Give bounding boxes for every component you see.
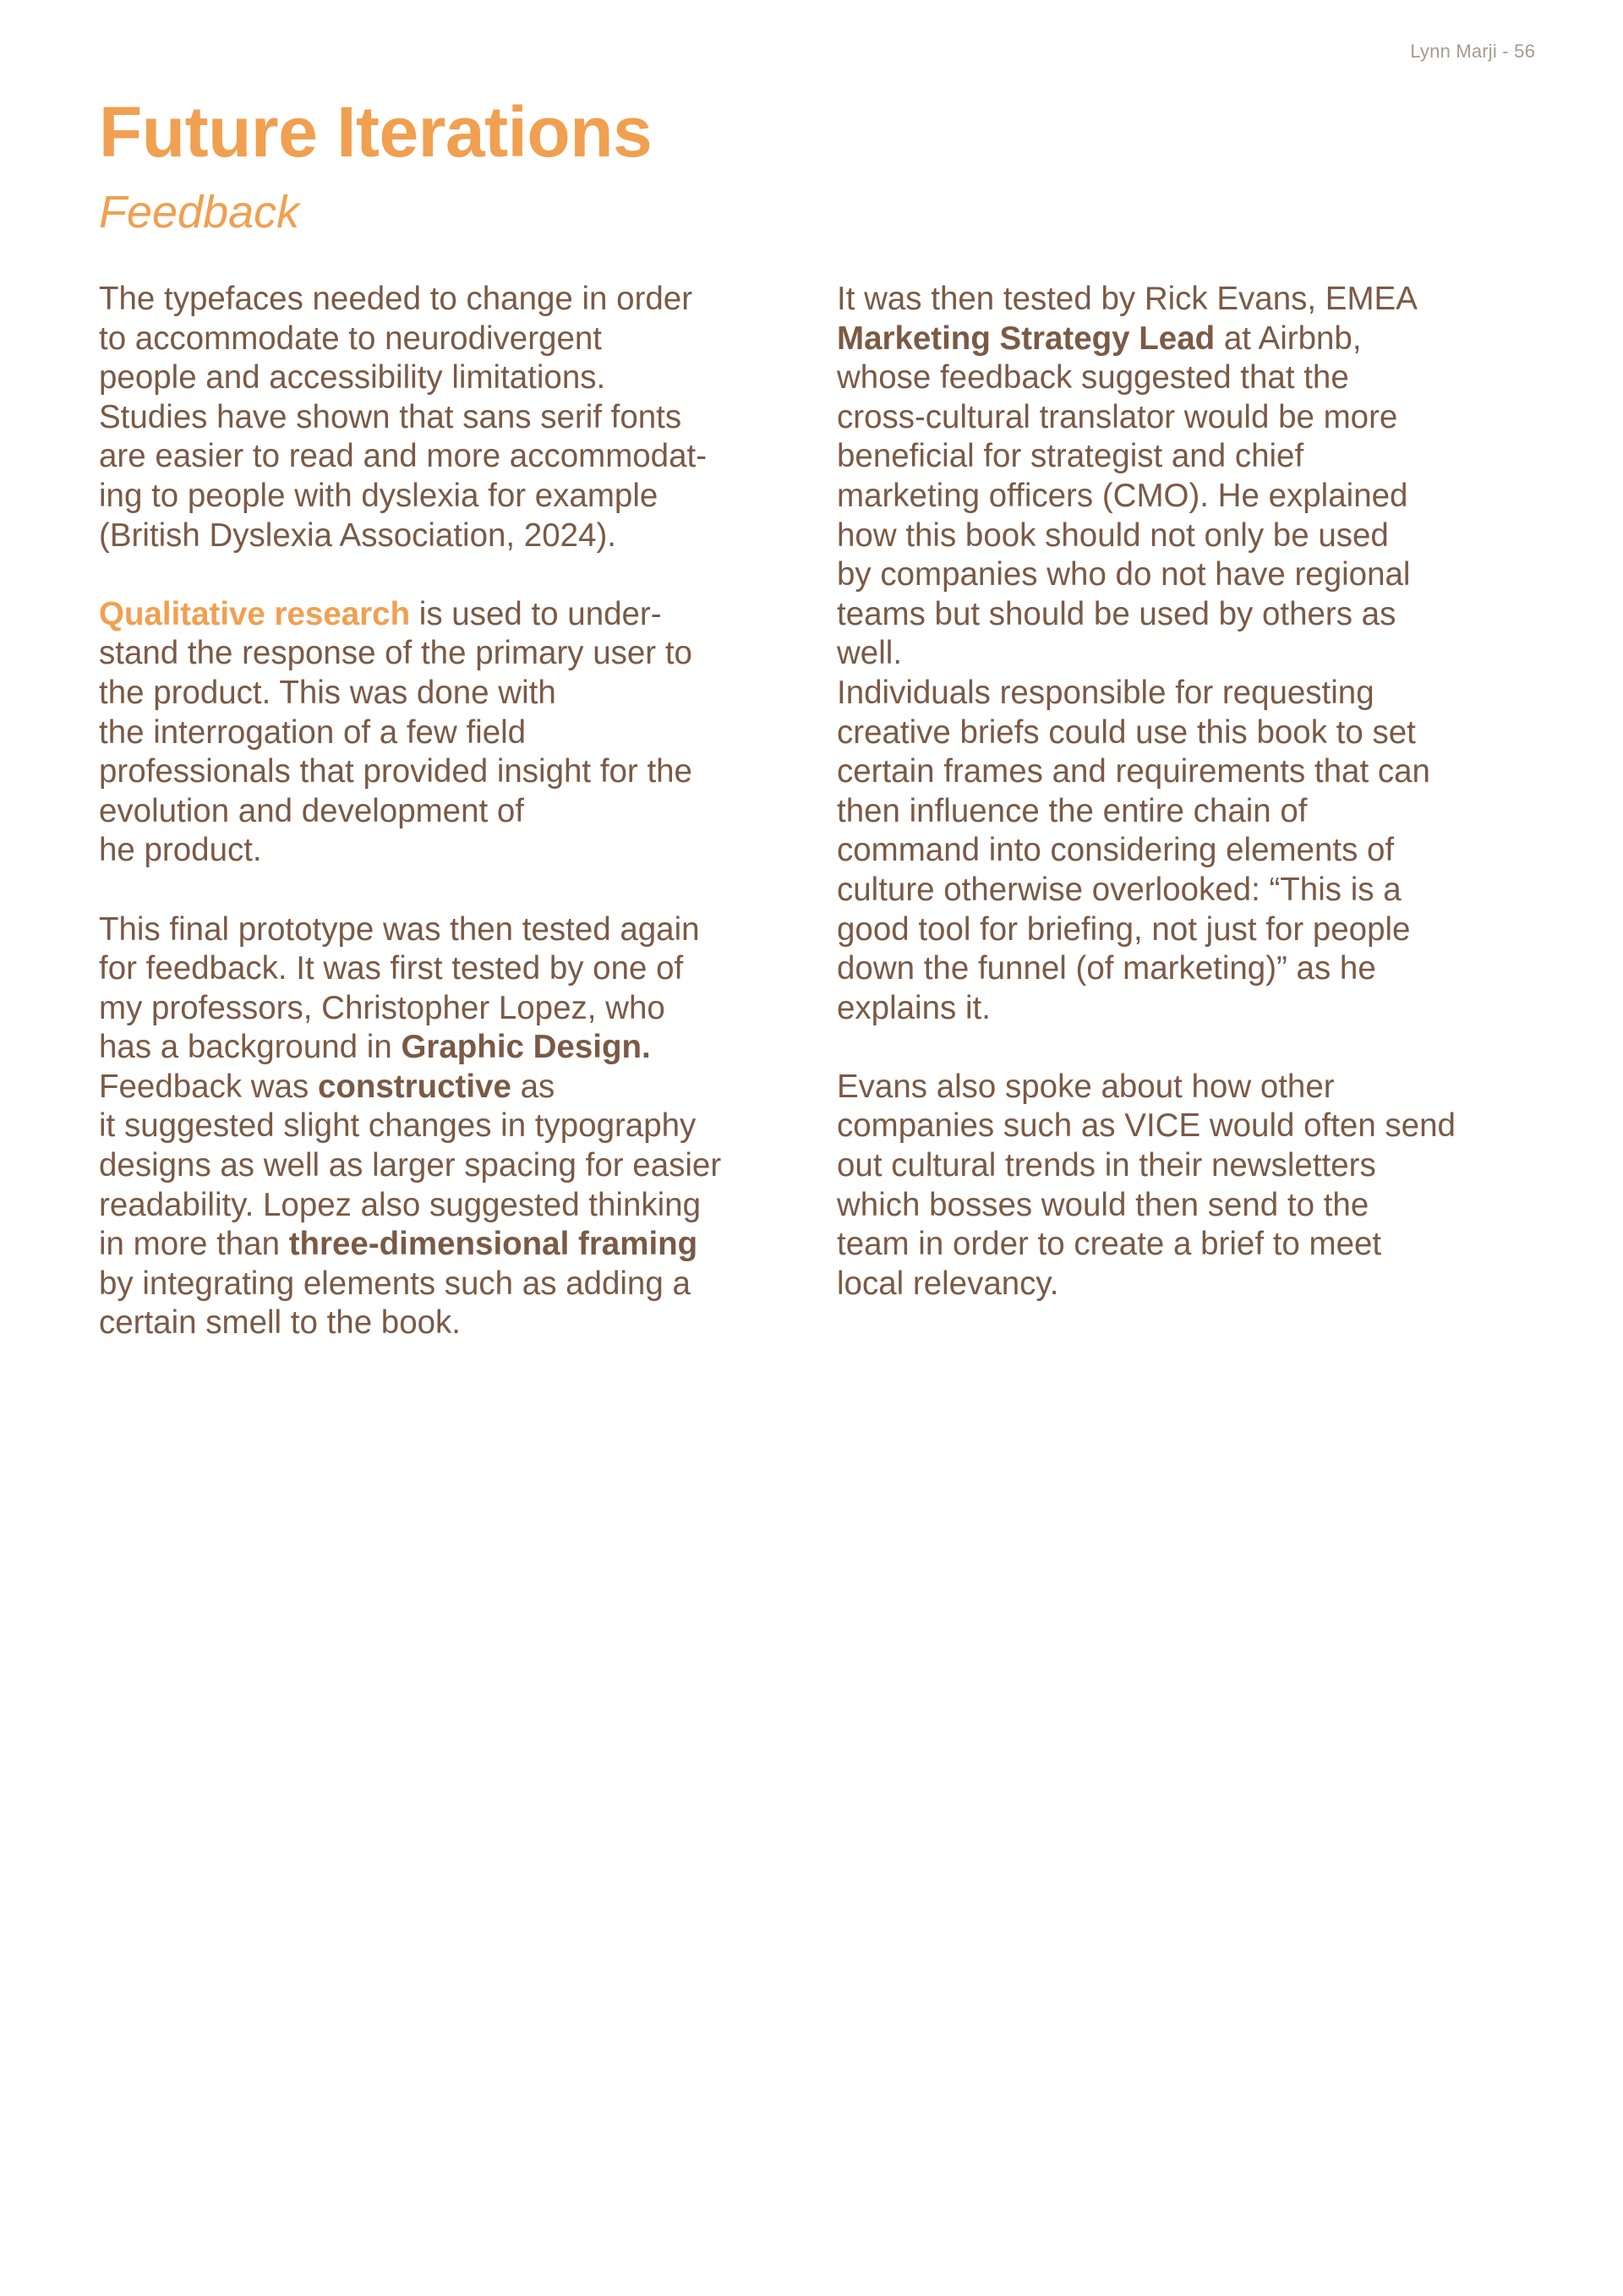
text-line: Individuals responsible for requesting <box>837 674 1374 711</box>
text-line: he product. <box>99 832 262 869</box>
text-line <box>99 1225 801 1265</box>
text-line: Studies have shown that sans serif fonts <box>99 398 682 435</box>
text-line: team in order to create a brief to meet <box>837 1226 1382 1263</box>
text-line: it suggested slight changes in typography <box>99 1107 697 1145</box>
paragraph-individuals <box>837 674 1538 1028</box>
text-line: It was then tested by Rick Evans, EMEA <box>837 281 1418 317</box>
text-line: (British Dyslexia Association, 2024). <box>99 517 616 554</box>
text-fragment: as <box>511 1068 555 1105</box>
text-line: readability. Lopez also suggested thinking <box>99 1186 702 1223</box>
text-line: for feedback. It was first tested by one of <box>99 950 684 987</box>
paragraph-typefaces <box>99 280 801 555</box>
text-line: which bosses would then send to the <box>837 1186 1369 1223</box>
text-line: certain smell to the book. <box>99 1304 461 1342</box>
text-line: companies such as VICE would often send <box>837 1107 1456 1145</box>
text-line: beneficial for strategist and chief <box>837 438 1304 475</box>
left-column <box>99 280 801 1383</box>
text-line: down the funnel (of marketing)” as he <box>837 950 1376 987</box>
text-line: ing to people with dyslexia for example <box>99 477 658 514</box>
text-fragment: is used to under- <box>410 595 662 632</box>
text-line: by integrating elements such as adding a <box>99 1265 691 1302</box>
text-line: cross-cultural translator would be more <box>837 398 1398 435</box>
text-line: good tool for briefing, not just for people <box>837 910 1411 948</box>
text-line: culture otherwise overlooked: “This is a <box>837 871 1402 908</box>
text-line <box>837 320 1538 359</box>
text-line: designs as well as larger spacing for easier <box>99 1147 722 1184</box>
text-fragment: at Airbnb, <box>1215 320 1362 357</box>
text-line: The typefaces needed to change in order <box>99 281 693 317</box>
text-line: teams but should be used by others as <box>837 595 1396 632</box>
text-line: command into considering elements of <box>837 832 1395 869</box>
text-line: by companies who do not have regional <box>837 556 1411 593</box>
text-line: my professors, Christopher Lopez, who <box>99 989 665 1026</box>
text-line: explains it. <box>837 989 991 1026</box>
text-line: then influence the entire chain of <box>837 792 1308 829</box>
bold-graphic-design: Graphic Design. <box>401 1029 651 1066</box>
text-line: well. <box>837 635 903 672</box>
text-line: evolution and development of <box>99 792 525 829</box>
text-line: the interrogation of a few field <box>99 713 527 751</box>
text-line: certain frames and requirements that can <box>837 753 1430 790</box>
text-line <box>99 1068 801 1107</box>
text-line: to accommodate to neurodivergent <box>99 320 602 357</box>
text-line: how this book should not only be used <box>837 517 1389 554</box>
page-title: Future Iterations <box>99 92 653 172</box>
paragraph-vice <box>837 1068 1538 1304</box>
text-fragment: has a background in <box>99 1029 402 1066</box>
text-fragment: Feedback was <box>99 1068 318 1105</box>
bold-marketing-strategy-lead: Marketing Strategy Lead <box>837 320 1216 357</box>
text-line: stand the response of the primary user to <box>99 635 692 672</box>
paragraph-rick-evans <box>837 280 1538 674</box>
running-header: Lynn Marji - 56 <box>1410 41 1535 62</box>
page-subtitle: Feedback <box>99 187 300 238</box>
text-fragment: in more than <box>99 1226 289 1263</box>
text-line <box>99 595 801 635</box>
paragraph-qualitative-research <box>99 595 801 871</box>
text-line: whose feedback suggested that the <box>837 359 1349 396</box>
bold-three-dimensional-framing: three-dimensional framing <box>288 1226 698 1263</box>
right-column <box>837 280 1538 1343</box>
text-line: marketing officers (CMO). He explained <box>837 477 1408 514</box>
text-line: creative briefs could use this book to set <box>837 713 1416 751</box>
text-line: professionals that provided insight for the <box>99 753 692 790</box>
text-line: local relevancy. <box>837 1265 1059 1302</box>
text-line: This final prototype was then tested again <box>99 910 700 948</box>
text-line: the product. This was done with <box>99 674 556 711</box>
highlight-qualitative-research: Qualitative research <box>99 595 411 632</box>
text-line: people and accessibility limitations. <box>99 359 606 396</box>
text-line: are easier to read and more accommodat- <box>99 438 708 475</box>
text-line <box>99 1028 801 1068</box>
text-line: out cultural trends in their newsletters <box>837 1147 1376 1184</box>
bold-constructive: constructive <box>317 1068 511 1105</box>
text-line: Evans also spoke about how other <box>837 1068 1335 1105</box>
paragraph-final-prototype <box>99 910 801 1344</box>
